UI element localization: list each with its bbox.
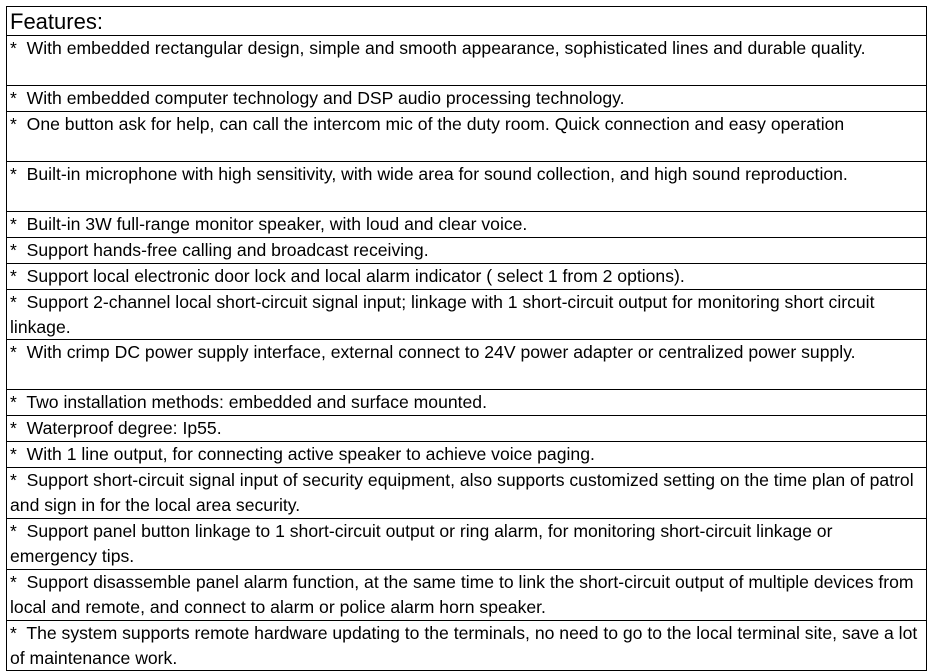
bullet-marker: *: [10, 571, 17, 592]
feature-row: [7, 390, 927, 416]
feature-text: Built-in microphone with high sensitivity, with wide area for sound collection, and high sound reproduction.: [26, 163, 848, 184]
bullet-marker: *: [10, 520, 17, 541]
feature-text: Support 2-channel local short-circuit signal input; linkage with 1 short-circuit output for monitoring short circuit linkage.: [10, 291, 875, 337]
feature-row: [7, 86, 927, 112]
feature-row: [7, 620, 927, 671]
feature-row: [7, 263, 927, 289]
bullet-marker: *: [10, 342, 17, 363]
bullet-marker: *: [10, 622, 17, 643]
feature-text: With 1 line output, for connecting active speaker to achieve voice paging.: [26, 444, 595, 465]
feature-text: With crimp DC power supply interface, external connect to 24V power adapter or centralized power supply.: [26, 342, 856, 363]
feature-text: Waterproof degree: Ip55.: [26, 418, 222, 439]
bullet-marker: *: [10, 444, 17, 465]
feature-text: Support disassemble panel alarm function, at the same time to link the short-circuit output of multiple devices from local and remote, and connect to alarm or police alarm horn speaker.: [10, 571, 914, 617]
feature-row: [7, 237, 927, 263]
heading-row: [7, 7, 927, 36]
feature-text: With embedded computer technology and DSP audio processing technology.: [26, 88, 625, 108]
feature-row: [7, 416, 927, 442]
feature-text: Two installation methods: embedded and surface mounted.: [26, 392, 487, 413]
bullet-marker: *: [10, 418, 17, 439]
feature-row: [7, 36, 927, 86]
bullet-marker: *: [10, 291, 17, 312]
feature-row: [7, 569, 927, 620]
feature-text: Support short-circuit signal input of security equipment, also supports customized setting on the time plan of patrol and sign in for the local area security.: [10, 470, 914, 516]
feature-text: Built-in 3W full-range monitor speaker, with loud and clear voice.: [26, 213, 528, 234]
feature-text: Support panel button linkage to 1 short-circuit output or ring alarm, for monitoring short-circuit linkage or emergency tips.: [10, 520, 833, 566]
bullet-marker: *: [10, 38, 17, 58]
feature-text: One button ask for help, can call the intercom mic of the duty room. Quick connection and easy operation: [26, 113, 845, 134]
features-table: [6, 6, 927, 671]
feature-row: [7, 518, 927, 569]
bullet-marker: *: [10, 113, 17, 134]
feature-row: [7, 442, 927, 468]
feature-text: Support hands-free calling and broadcast receiving.: [26, 239, 429, 260]
bullet-marker: *: [10, 265, 17, 286]
bullet-marker: *: [10, 88, 17, 108]
feature-text: With embedded rectangular design, simple and smooth appearance, sophisticated lines and durable quality.: [26, 38, 866, 58]
feature-row: [7, 340, 927, 390]
bullet-marker: *: [10, 470, 17, 491]
bullet-marker: *: [10, 239, 17, 260]
bullet-marker: *: [10, 163, 17, 184]
feature-row: [7, 289, 927, 340]
feature-text: Support local electronic door lock and local alarm indicator ( select 1 from 2 options).: [26, 265, 685, 286]
feature-row: [7, 468, 927, 519]
features-heading: Features:: [7, 7, 927, 36]
bullet-marker: *: [10, 392, 17, 413]
feature-row: [7, 211, 927, 237]
bullet-marker: *: [10, 213, 17, 234]
feature-row: [7, 161, 927, 211]
feature-row: [7, 111, 927, 161]
feature-text: The system supports remote hardware updating to the terminals, no need to go to the local terminal site, save a lot of maintenance work.: [10, 622, 918, 668]
